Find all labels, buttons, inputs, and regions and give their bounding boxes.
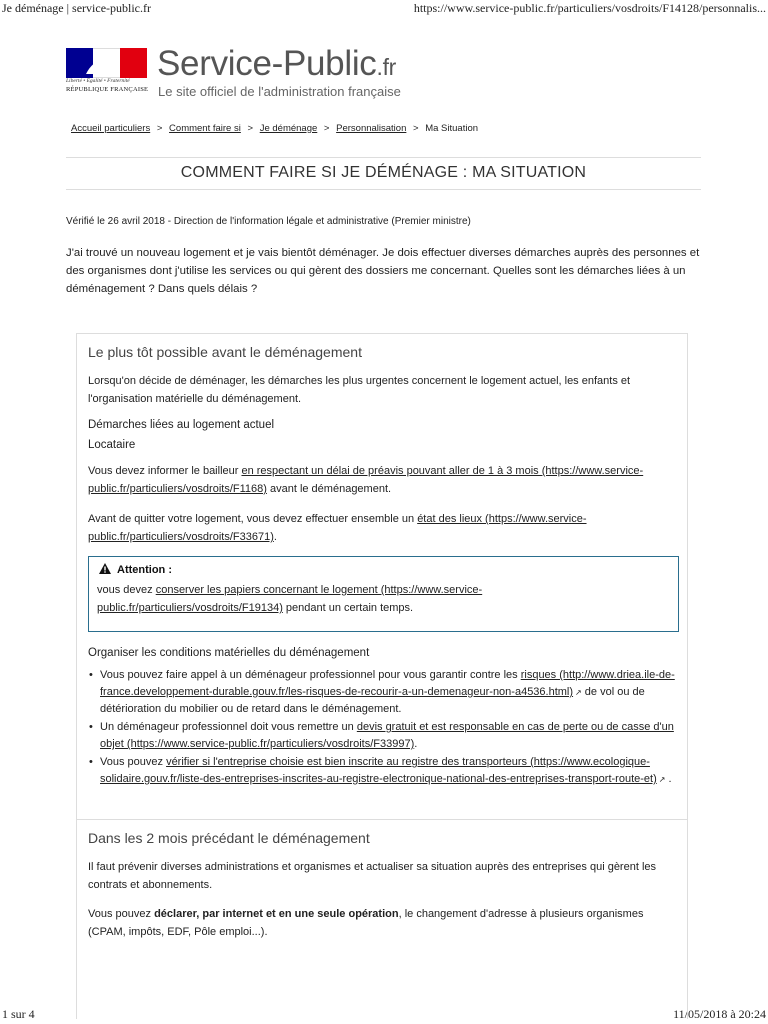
list-item: • Vous pouvez vérifier si l'entreprise choisie est bien inscrite au registre des transporteurs (https://www.ecologique-solidaire.gouv.fr/liste-des-entreprises-inscrites-au-registre-electronique-national-des-entreprises-transport-route-et) ↗ . — [89, 756, 672, 785]
title-rule-bottom — [66, 189, 701, 190]
link-conserver-papiers[interactable]: conserver les papiers concernant le logement (https://www.service-public.fr/particuliers/vosdroits/F19134) — [97, 584, 483, 614]
breadcrumb-link-demenage[interactable]: Je déménage — [259, 123, 318, 134]
sub-heading-locataire: Locataire — [88, 439, 136, 451]
breadcrumb-link-comment-faire[interactable]: Comment faire si — [169, 123, 241, 134]
list-item: • Un déménageur professionnel doit vous remettre un devis gratuit et est responsable en cas de perte ou de casse d'un objet (https://www.service-public.fr/particuliers/vosdroits/F33997). — [89, 721, 674, 750]
site-brand[interactable] — [157, 44, 396, 84]
link-devis-gratuit[interactable]: devis gratuit et est responsable en cas de perte ou de casse d'un objet (https://www.service-public.fr/particuliers/vosdroits/F33997) — [100, 721, 674, 750]
paragraph-etat-des-lieux: Avant de quitter votre logement, vous devez effectuer ensemble un état des lieux (https://www.service-public.fr/particuliers/vosdroits/F33671). — [88, 513, 587, 543]
link-preavis[interactable]: en respectant un délai de préavis pouvant aller de 1 à 3 mois (https://www.service-public.fr/particuliers/vosdroits/F1168) — [88, 465, 644, 495]
external-link-icon: ↗ — [658, 775, 666, 784]
paragraph-declarer: Vous pouvez déclarer, par internet et en une seule opération, le changement d'adresse à plusieurs organismes (CPAM, impôts, EDF, Pôle emploi...). — [88, 908, 644, 938]
logo-motto: Liberté • Égalité • Fraternité — [66, 78, 130, 84]
brand-main: Service-Public — [157, 44, 377, 83]
paragraph-prevenir: Il faut prévenir diverses administrations et organismes et actualiser sa situation auprès des entreprises qui gèrent les contrats et abonnements. — [88, 861, 657, 891]
section-lead: Lorsqu'on décide de déménager, les démarches les plus urgentes concernent le logement actuel, les enfants et l'organisation matérielle du déménagement. — [88, 375, 631, 405]
french-flag-icon — [66, 48, 147, 78]
heading-organiser: Organiser les conditions matérielles du déménagement — [88, 647, 370, 659]
sub-heading-logement: Démarches liées au logement actuel — [88, 419, 275, 431]
breadcrumb-link-accueil[interactable]: Accueil particuliers — [71, 123, 151, 134]
site-tagline: Le site officiel de l'administration française — [158, 84, 401, 99]
attention-text: vous devez conserver les papiers concernant le logement (https://www.service-public.fr/particuliers/vosdroits/F19134) pendant un certain temps. — [97, 584, 483, 614]
print-footer-page: 1 sur 4 — [2, 1007, 35, 1021]
print-footer-datetime: 11/05/2018 à 20:24 — [673, 1007, 766, 1021]
breadcrumb-link-personnalisation[interactable]: Personnalisation — [336, 123, 407, 134]
title-rule-top — [66, 157, 701, 158]
brand-suffix: .fr — [376, 54, 397, 80]
link-etat-des-lieux[interactable]: état des lieux (https://www.service-public.fr/particuliers/vosdroits/F33671) — [88, 513, 587, 543]
breadcrumb: Accueil particuliers > Comment faire si > Je déménage > Personnalisation > Ma Situation — [71, 123, 479, 134]
print-header-title: Je déménage | service-public.fr — [2, 1, 151, 15]
print-header-url: https://www.service-public.fr/particuliers/vosdroits/F14128/personnalis... — [413, 1, 766, 15]
link-registre-transporteurs[interactable]: vérifier si l'entreprise choisie est bien inscrite au registre des transporteurs (https://www.ecologique-solidaire.gouv.fr/liste-des-entreprises-inscrites-au-registre-electronique-national-des-entreprises-transport-route-et) — [100, 756, 657, 785]
list-item: • Vous pouvez faire appel à un déménageur professionnel pour vous garantir contre les risques (http://www.driea.ile-de-france.developpement-durable.gouv.fr/les-risques-de-recourir-a-un-demenageur-non-a4536.html) ↗ de vol ou de détérioration du mobilier ou de retard dans le déménagement. — [89, 669, 675, 715]
section-title-two-months: Dans les 2 mois précédant le déménagement — [88, 830, 370, 846]
logo-republique: RÉPUBLIQUE FRANÇAISE — [66, 86, 149, 93]
attention-box — [88, 556, 679, 632]
link-risques[interactable]: risques (http://www.driea.ile-de-france.developpement-durable.gouv.fr/les-risques-de-recourir-a-un-demenageur-non-a4536.html) — [100, 669, 675, 698]
breadcrumb-current: Ma Situation — [425, 123, 479, 134]
external-link-icon: ↗ — [575, 688, 582, 697]
marianne-profile-icon — [80, 52, 124, 76]
warning-icon — [99, 563, 111, 574]
verified-date: Vérifié le 26 avril 2018 - Direction de l'information légale et administrative (Premier ministre) — [66, 216, 471, 227]
attention-title: Attention : — [99, 563, 172, 576]
page-title: COMMENT FAIRE SI JE DÉMÉNAGE : MA SITUATION — [180, 164, 587, 181]
section-title-before-move: Le plus tôt possible avant le déménagement — [88, 344, 362, 360]
intro-paragraph: J'ai trouvé un nouveau logement et je vais bientôt déménager. Je dois effectuer diverses démarches auprès des personnes et des organismes dont j'utilise les services ou qui gèrent des dossiers me concernant. Quelles sont les démarches liées à un déménagement ? Dans quels délais ? — [66, 247, 700, 295]
paragraph-preavis: Vous devez informer le bailleur en respectant un délai de préavis pouvant aller de 1 à 3 mois (https://www.service-public.fr/particuliers/vosdroits/F1168) avant le déménagement. — [88, 465, 644, 495]
